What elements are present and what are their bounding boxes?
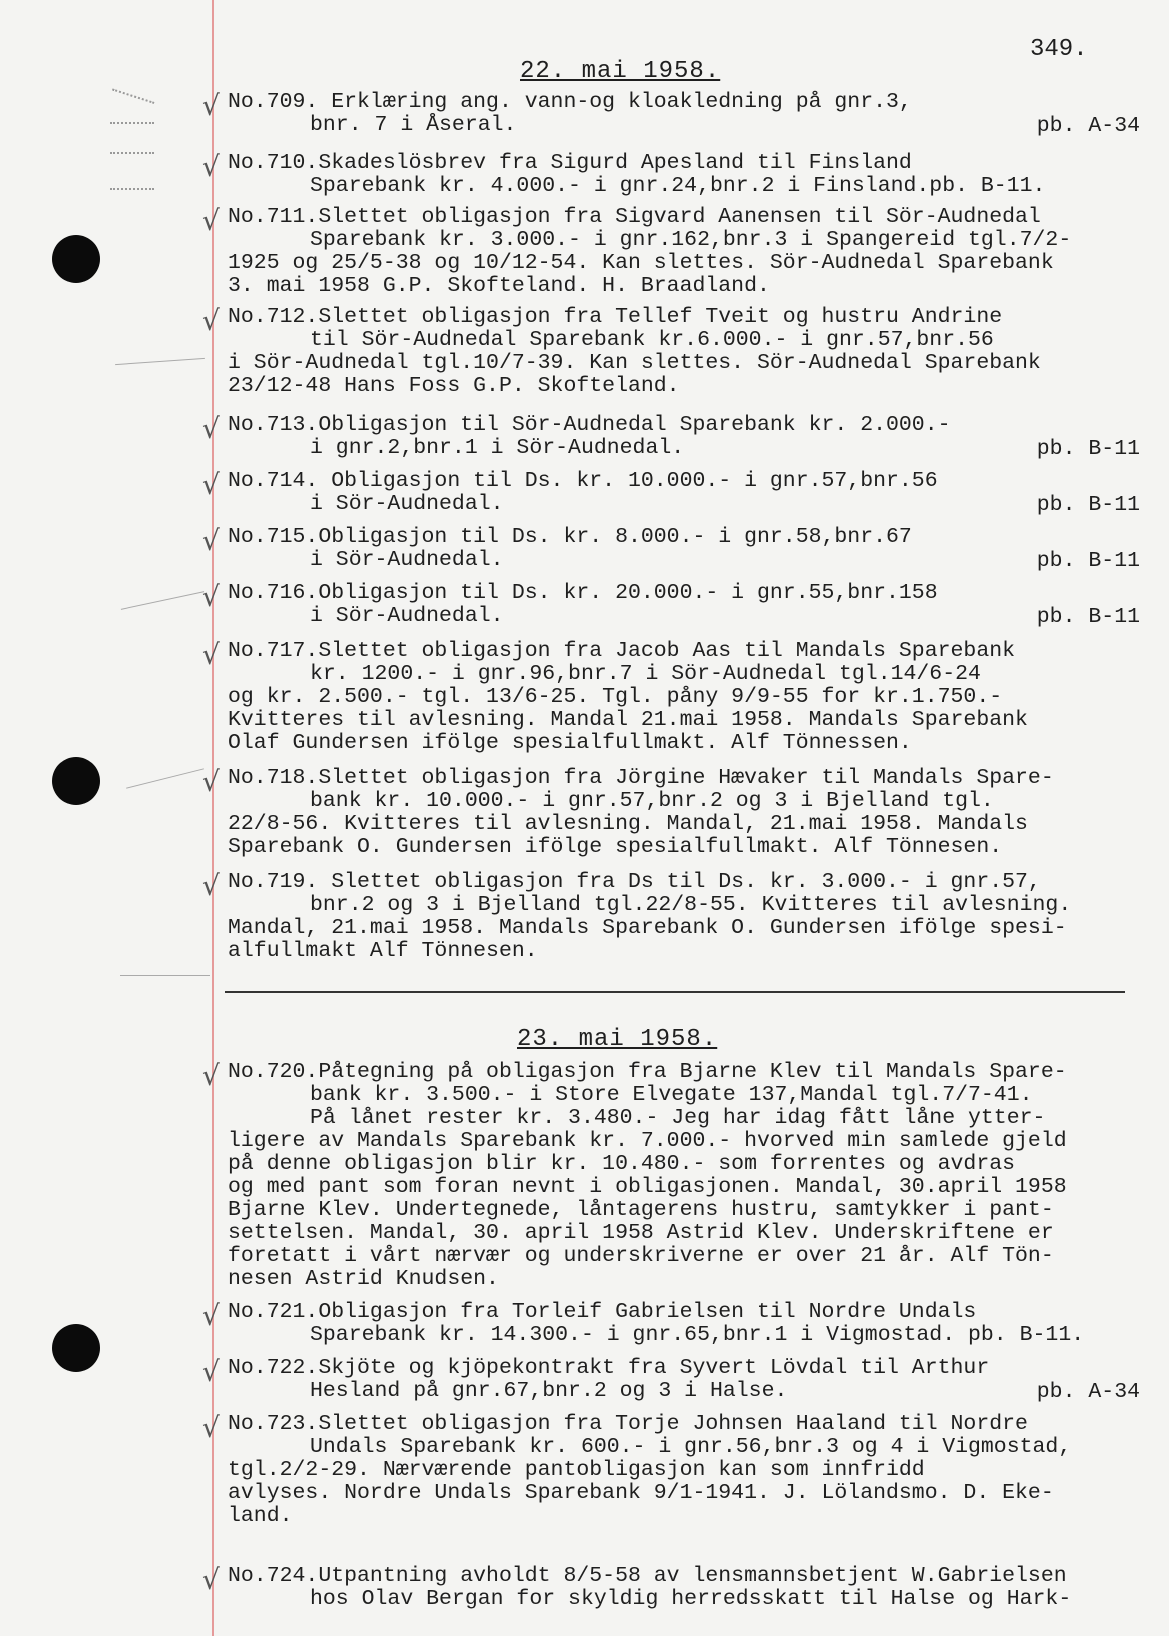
entry-line: No.712.Slettet obligasjon fra Tellef Tveit og hustru Andrine [228,305,1003,329]
entry-line: 22/8-56. Kvitteres til avlesning. Mandal, 21.mai 1958. Mandals [228,812,1028,836]
entry-line: No.716.Obligasjon til Ds. kr. 20.000.- i gnr.55,bnr.158 [228,581,938,605]
entry-718 [202,765,1140,859]
entry-710 [202,150,1140,198]
punch-hole [52,1324,100,1372]
entry-line: No.718.Slettet obligasjon fra Jörgine Hævaker til Mandals Spare- [228,766,1054,790]
reference: pb. A-34 [1036,114,1140,138]
stamp-marks [110,88,155,111]
reference: pb. B-11 [1036,437,1140,461]
entry-715 [202,524,1140,573]
entry-line: avlyses. Nordre Undals Sparebank 9/1-1941. J. Lölandsmo. D. Eke- [228,1481,1054,1505]
entry-713 [202,412,1140,461]
entry-line: No.711.Slettet obligasjon fra Sigvard Aanensen til Sör-Audnedal [228,205,1041,229]
entry-line: i Sör-Audnedal tgl.10/7-39. Kan slettes. Sör-Audnedal Sparebank [228,351,1041,375]
entry-line: No.720.Påtegning på obligasjon fra Bjarne Klev til Mandals Spare- [228,1060,1067,1084]
punch-hole [52,235,100,283]
stamp-marks [110,122,154,132]
date-heading: 22. mai 1958. [520,58,721,85]
check-mark-icon: √ [202,765,220,798]
check-mark-icon: √ [202,204,220,237]
check-mark-icon: √ [202,150,220,183]
entry-722 [202,1355,1140,1404]
stamp-marks [110,188,154,198]
entry-line: bank kr. 10.000.- i gnr.57,bnr.2 og 3 i Bjelland tgl. [310,789,994,813]
entry-line: land. [228,1504,293,1528]
entry-714 [202,468,1140,517]
entry-line: No.719. Slettet obligasjon fra Ds til Ds. kr. 3.000.- i gnr.57, [228,870,1041,894]
entry-line: tgl.2/2-29. Nærværende pantobligasjon kan som innfridd [228,1458,925,1482]
entry-line: i gnr.2,bnr.1 i Sör-Audnedal. [310,436,685,460]
date-heading: 23. mai 1958. [517,1026,718,1053]
entry-line: Bjarne Klev. Undertegnede, låntagerens hustru, samtykker i pant- [228,1198,1054,1222]
page-number: 349. [1030,36,1088,63]
entry-line: Kvitteres til avlesning. Mandal 21.mai 1958. Mandals Sparebank [228,708,1028,732]
entry-line: kr. 1200.- i gnr.96,bnr.7 i Sör-Audnedal tgl.14/6-24 [310,662,981,686]
entry-line: Olaf Gundersen ifölge spesialfullmakt. Alf Tönnessen. [228,731,912,755]
entry-line: No.722.Skjöte og kjöpekontrakt fra Syvert Lövdal til Arthur [228,1356,990,1380]
entry-721 [202,1299,1140,1347]
entry-717 [202,638,1140,755]
entry-line: 1925 og 25/5-38 og 10/12-54. Kan slettes. Sör-Audnedal Sparebank [228,251,1054,275]
entry-line: hos Olav Bergan for skyldig herredsskatt til Halse og Hark- [310,1587,1072,1611]
pencil-mark [120,975,210,976]
entry-line: No.710.Skadeslösbrev fra Sigurd Apesland til Finsland [228,151,912,175]
entry-line: No.713.Obligasjon til Sör-Audnedal Sparebank kr. 2.000.- [228,413,951,437]
entry-line: Sparebank kr. 3.000.- i gnr.162,bnr.3 i Spangereid tgl.7/2- [310,228,1072,252]
entry-line: No.723.Slettet obligasjon fra Torje Johnsen Haaland til Nordre [228,1412,1028,1436]
entry-line: bnr.2 og 3 i Bjelland tgl.22/8-55. Kvitteres til avlesning. [310,893,1072,917]
entry-line: ligere av Mandals Sparebank kr. 7.000.- hvorved min samlede gjeld [228,1129,1067,1153]
entry-line: nesen Astrid Knudsen. [228,1267,499,1291]
check-mark-icon: √ [202,1355,220,1388]
entry-line: og kr. 2.500.- tgl. 13/6-25. Tgl. påny 9/9-55 for kr.1.750.- [228,685,1003,709]
entry-712 [202,304,1140,398]
entry-line: Mandal, 21.mai 1958. Mandals Sparebank O. Gundersen ifölge spesi- [228,916,1067,940]
entry-line: No.717.Slettet obligasjon fra Jacob Aas til Mandals Sparebank [228,639,1016,663]
entry-line: i Sör-Audnedal. [310,604,504,628]
check-mark-icon: √ [202,1299,220,1332]
entry-line: No.724.Utpantning avholdt 8/5-58 av lensmannsbetjent W.Gabrielsen [228,1564,1067,1588]
entry-line: 23/12-48 Hans Foss G.P. Skofteland. [228,374,680,398]
entry-719 [202,869,1140,963]
check-mark-icon: √ [202,638,220,671]
entry-line: No.721.Obligasjon fra Torleif Gabrielsen til Nordre Undals [228,1300,977,1324]
check-mark-icon: √ [202,869,220,902]
entry-line: bank kr. 3.500.- i Store Elvegate 137,Mandal tgl.7/7-41. [310,1083,1033,1107]
stamp-marks [110,152,154,162]
section-divider [225,991,1125,993]
check-mark-icon: √ [202,468,220,501]
entry-line: og med pant som foran nevnt i obligasjonen. Mandal, 30.april 1958 [228,1175,1067,1199]
entry-line: bnr. 7 i Åseral. [310,113,517,137]
entry-line: på denne obligasjon blir kr. 10.480.- som forrentes og avdras [228,1152,1016,1176]
punch-hole [52,757,100,805]
check-mark-icon: √ [202,1411,220,1444]
entry-line: i Sör-Audnedal. [310,492,504,516]
pencil-mark [126,768,204,788]
check-mark-icon: √ [202,580,220,613]
entry-line: No.709. Erklæring ang. vann-og kloakledning på gnr.3, [228,90,912,114]
pencil-mark [115,358,205,365]
check-mark-icon: √ [202,412,220,445]
check-mark-icon: √ [202,1563,220,1596]
check-mark-icon: √ [202,89,220,122]
check-mark-icon: √ [202,1059,220,1092]
entry-line: Sparebank kr. 4.000.- i gnr.24,bnr.2 i Finsland.pb. B-11. [310,174,1046,198]
check-mark-icon: √ [202,304,220,337]
entry-line: settelsen. Mandal, 30. april 1958 Astrid Klev. Underskriftene er [228,1221,1054,1245]
entry-709 [202,89,1140,138]
entry-line: Hesland på gnr.67,bnr.2 og 3 i Halse. [310,1379,788,1403]
reference: pb. A-34 [1036,1380,1140,1404]
reference: pb. B-11 [1036,549,1140,573]
check-mark-icon: √ [202,524,220,557]
reference: pb. B-11 [1036,493,1140,517]
entry-line: Sparebank kr. 14.300.- i gnr.65,bnr.1 i Vigmostad. pb. B-11. [310,1323,1085,1347]
entry-line: alfullmakt Alf Tönnesen. [228,939,538,963]
entry-724 [202,1563,1140,1611]
entry-line: 3. mai 1958 G.P. Skofteland. H. Braadland. [228,274,770,298]
entry-720 [202,1059,1140,1291]
entry-line: No.715.Obligasjon til Ds. kr. 8.000.- i gnr.58,bnr.67 [228,525,912,549]
entry-line: No.714. Obligasjon til Ds. kr. 10.000.- i gnr.57,bnr.56 [228,469,938,493]
reference: pb. B-11 [1036,605,1140,629]
entry-line: til Sör-Audnedal Sparebank kr.6.000.- i gnr.57,bnr.56 [310,328,994,352]
entry-line: Sparebank O. Gundersen ifölge spesialfullmakt. Alf Tönnesen. [228,835,1003,859]
entry-711 [202,204,1140,298]
entry-716 [202,580,1140,629]
pencil-mark [121,591,204,610]
entry-line: foretatt i vårt nærvær og underskriverne er over 21 år. Alf Tön- [228,1244,1054,1268]
entry-723 [202,1411,1140,1528]
entry-line: Undals Sparebank kr. 600.- i gnr.56,bnr.3 og 4 i Vigmostad, [310,1435,1072,1459]
entry-line: i Sör-Audnedal. [310,548,504,572]
entry-line: På lånet rester kr. 3.480.- Jeg har idag fått låne ytter- [310,1106,1046,1130]
